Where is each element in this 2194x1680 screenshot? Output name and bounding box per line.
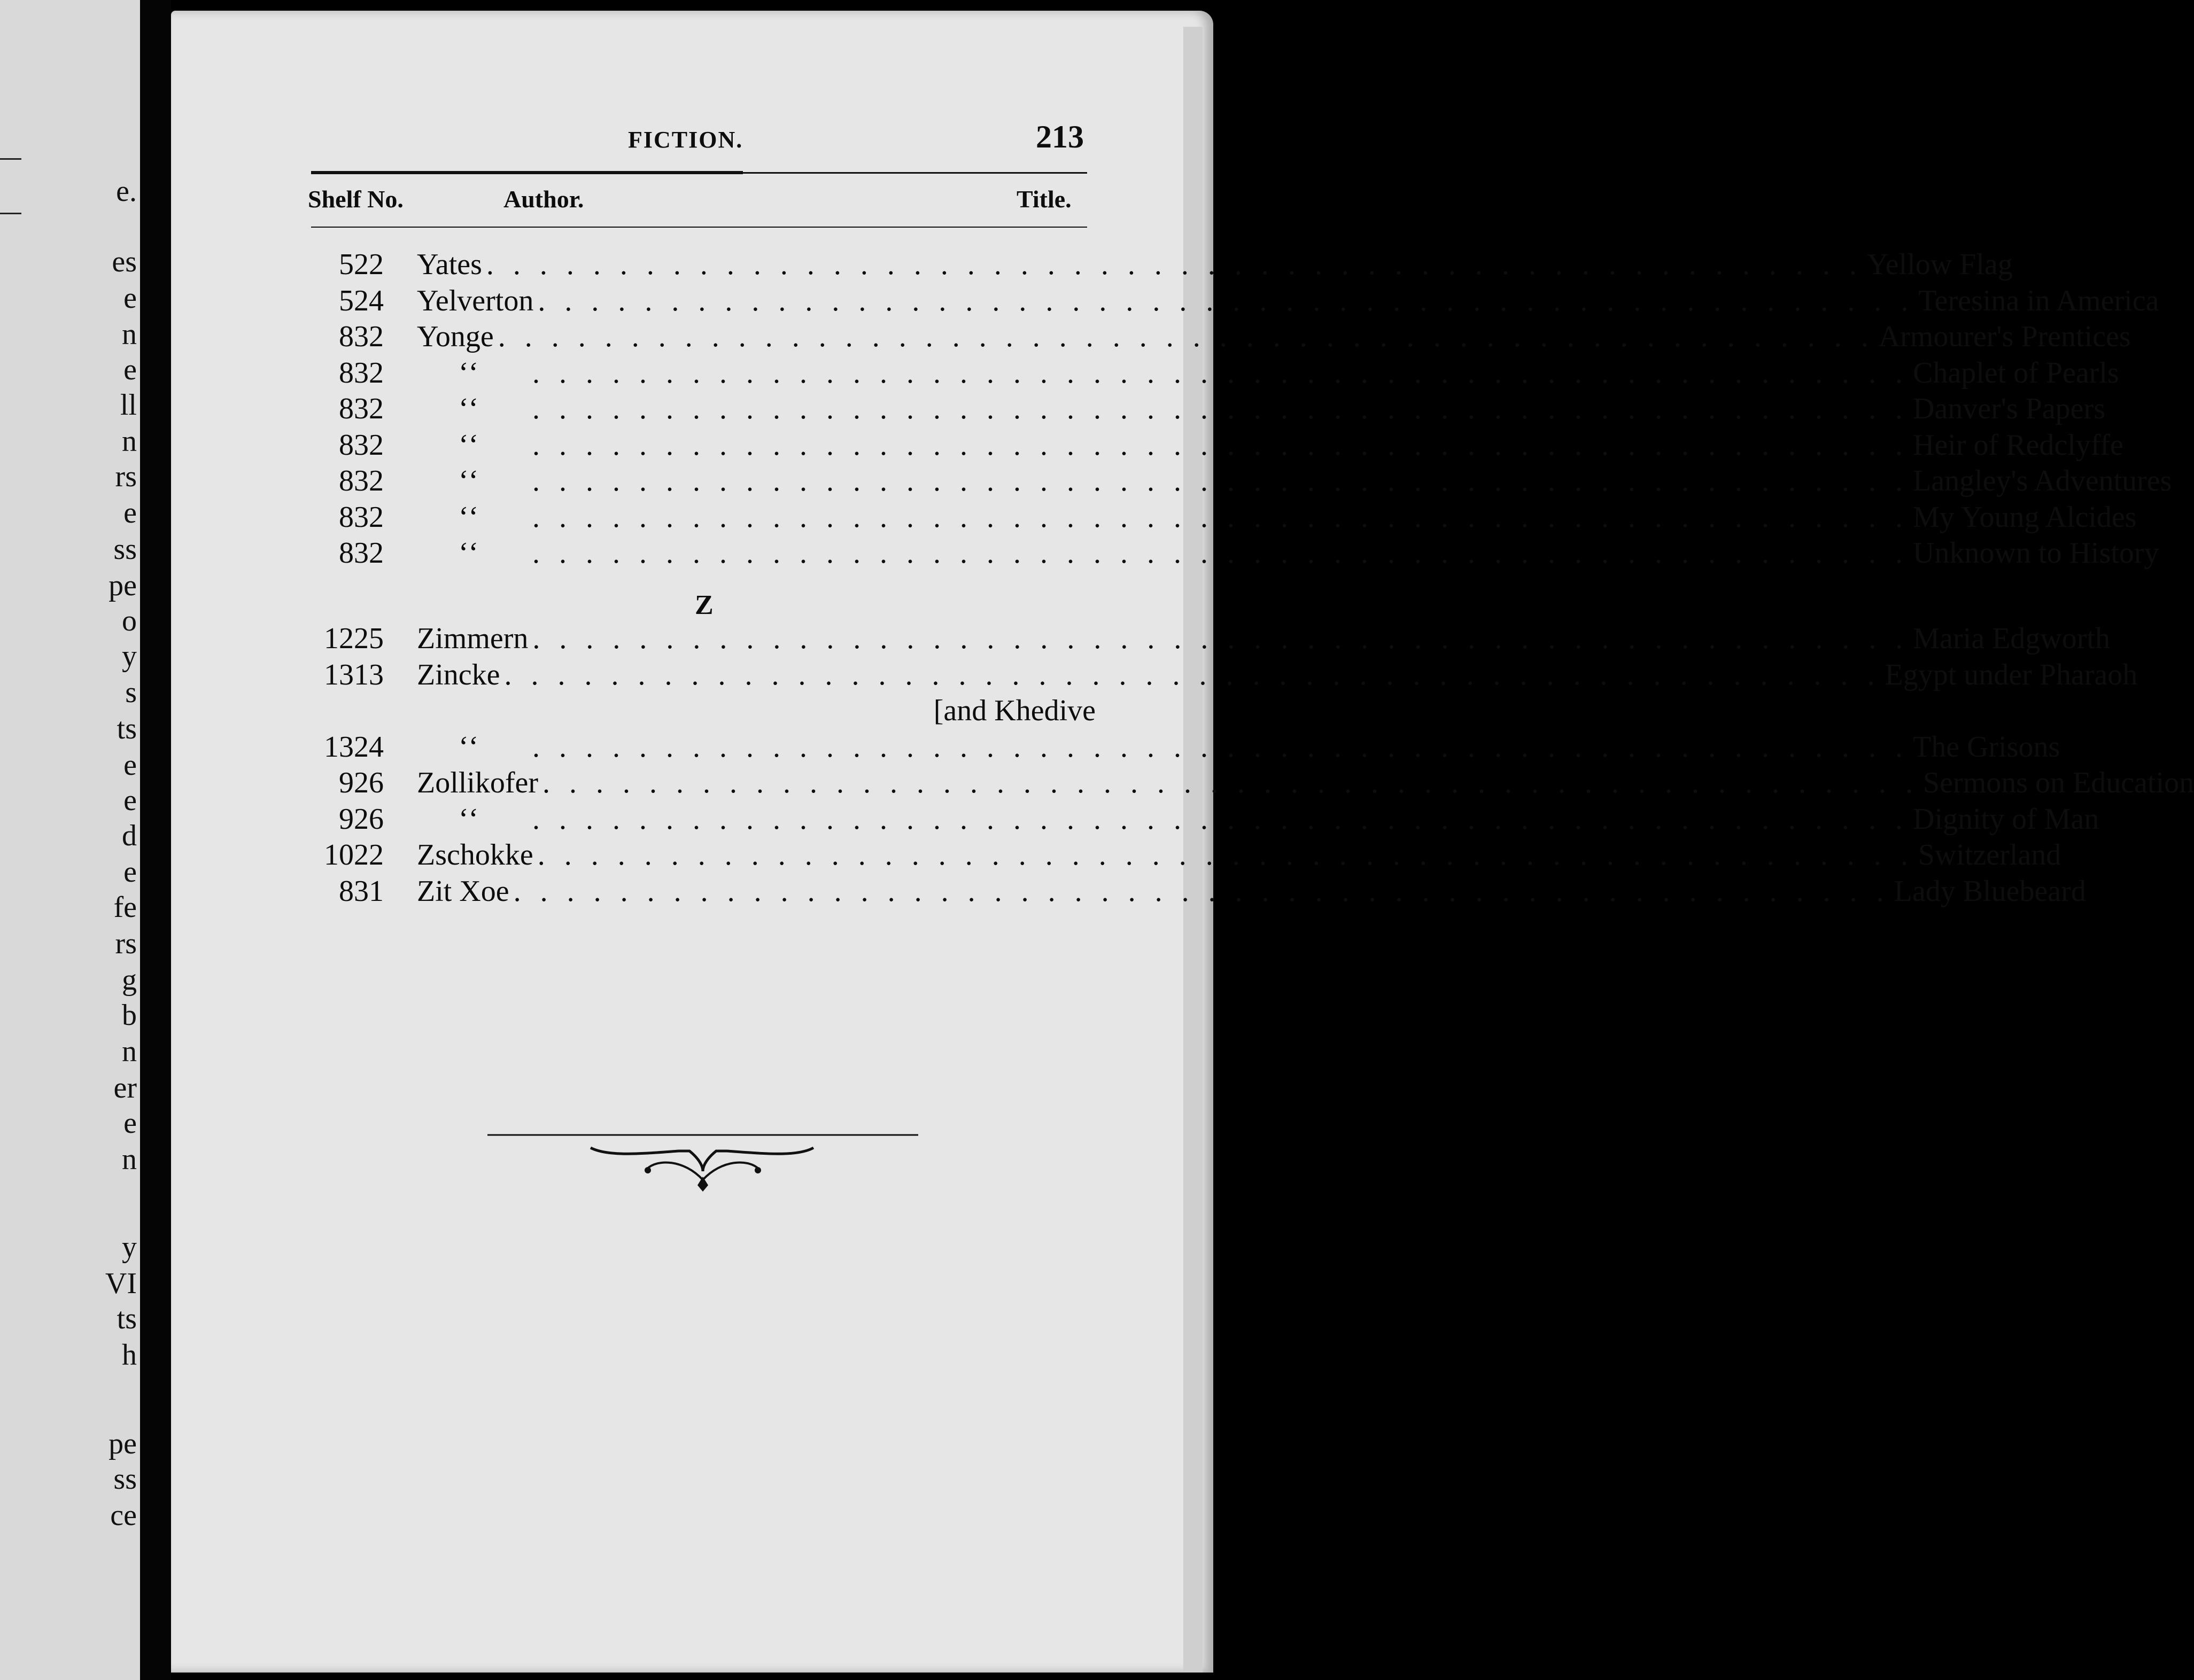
catalog-entry (299, 621, 2110, 656)
shelf-number: 522 (339, 248, 384, 281)
adjacent-page-fragment: pe (108, 569, 137, 602)
author-name: Zschokke (417, 838, 533, 872)
catalog-entry (299, 765, 2194, 800)
book-title: Switzerland (1918, 838, 2061, 872)
adjacent-page-fragment: pe (108, 1427, 137, 1460)
adjacent-page-fragment: VI (105, 1267, 137, 1300)
adjacent-page-fragment: g (122, 963, 137, 997)
catalog-entry (299, 657, 2138, 693)
adjacent-page-rule (0, 213, 21, 214)
adjacent-page-fragment: y (122, 1231, 137, 1264)
ditto-mark: ‘‘ (459, 500, 481, 534)
adjacent-page-fragment: d (122, 819, 137, 852)
shelf-number: 1313 (324, 658, 384, 691)
author-name: Zimmern (417, 622, 529, 655)
author-name: Zit Xoe (417, 874, 509, 908)
shelf-number: 832 (339, 320, 384, 353)
adjacent-page-fragment: fe (113, 891, 137, 924)
catalog-entry (299, 802, 2099, 837)
adjacent-page-fragment: ll (120, 388, 137, 422)
adjacent-page-fragment: ss (113, 533, 137, 566)
adjacent-page-fragment: n (122, 1035, 137, 1068)
dot-leader: . . . . . . . . . . . . . . . . . . . . . . . . . . . . . . . . . . . . . . . . . . . . . . . . . . . . (532, 464, 1909, 497)
catalog-entry (299, 391, 2105, 426)
adjacent-page-fragment: er (113, 1071, 137, 1105)
ditto-mark: ‘‘ (459, 464, 481, 497)
book-title: Dignity of Man (1913, 802, 2099, 836)
shelf-number: 831 (339, 874, 384, 908)
section-title: FICTION. (628, 127, 743, 153)
catalog-entry (299, 463, 2172, 499)
author-name: Zollikofer (417, 766, 539, 799)
author-name: Yonge (417, 320, 494, 353)
adjacent-page-fragment: e. (116, 175, 137, 208)
ditto-mark: ‘‘ (459, 730, 481, 764)
shelf-number: 832 (339, 536, 384, 570)
adjacent-page-fragment: es (112, 245, 137, 278)
adjacent-page-fragment: n (122, 318, 137, 351)
dot-leader: . . . . . . . . . . . . . . . . . . . . . . . . . . . . . . . . . . . . . . . . . . . . . . . . . . . . (532, 500, 1909, 534)
adjacent-page-fragment: y (122, 640, 137, 673)
adjacent-page-fragment: rs (115, 460, 137, 493)
book-title: Unknown to History (1913, 536, 2159, 570)
adjacent-page-fragment: e (123, 1107, 137, 1140)
catalog-entry (299, 729, 2060, 765)
shelf-number: 926 (339, 802, 384, 836)
adjacent-page-fragment: b (122, 999, 137, 1032)
ditto-mark: ‘‘ (459, 536, 481, 570)
adjacent-page-fragment: ss (113, 1463, 137, 1496)
catalog-entry (299, 247, 2013, 282)
title-continuation: [and Khedive (933, 694, 1096, 727)
book-gutter (140, 0, 171, 1680)
dot-leader: . . . . . . . . . . . . . . . . . . . . . . . . . . . . . . . . . . . . . . . . . . . . . . . . . . . . (542, 766, 1919, 799)
dot-leader: . . . . . . . . . . . . . . . . . . . . . . . . . . . . . . . . . . . . . . . . . . . . . . . . . . . . (504, 658, 1881, 691)
book-title: The Grisons (1913, 730, 2060, 764)
dot-leader: . . . . . . . . . . . . . . . . . . . . . . . . . . . . . . . . . . . . . . . . . . . . . . . . . . . . (498, 320, 1874, 353)
catalog-entry (299, 693, 1096, 728)
adjacent-page-fragment: n (122, 1143, 137, 1176)
dot-leader: . . . . . . . . . . . . . . . . . . . . . . . . . . . . . . . . . . . . . . . . . . . . . . . . . . . . (513, 874, 1890, 908)
dot-leader: . . . . . . . . . . . . . . . . . . . . . . . . . . . . . . . . . . . . . . . . . . . . . . . . . . . . (532, 730, 1909, 764)
shelf-number: 524 (339, 284, 384, 317)
column-header-shelf: Shelf No. (308, 185, 404, 213)
book-title: Chaplet of Pearls (1913, 356, 2119, 390)
adjacent-page-fragment: e (123, 749, 137, 782)
book-title: Yellow Flag (1866, 248, 2013, 281)
book-title: Egypt under Pharaoh (1885, 658, 2138, 691)
book-title: Danver's Papers (1913, 392, 2105, 425)
catalog-entry (299, 874, 2086, 909)
dot-leader: . . . . . . . . . . . . . . . . . . . . . . . . . . . . . . . . . . . . . . . . . . . . . . . . . . . . (532, 622, 1909, 655)
adjacent-page-fragment: e (123, 496, 137, 530)
adjacent-page-fragment: ts (117, 712, 137, 745)
catalog-entry (299, 535, 2159, 571)
adjacent-page-fragment: e (123, 855, 137, 889)
page-number: 213 (1036, 119, 1084, 154)
adjacent-page-fragment: e (123, 784, 137, 817)
book-title: Heir of Redclyffe (1913, 428, 2123, 462)
dot-leader: . . . . . . . . . . . . . . . . . . . . . . . . . . . . . . . . . . . . . . . . . . . . . . . . . . . . (532, 802, 1909, 836)
shelf-number: 926 (339, 766, 384, 799)
letter-heading: Z (695, 590, 714, 620)
author-name: Yates (417, 248, 482, 281)
header-rule-accent (311, 171, 743, 174)
book-title: Langley's Adventures (1913, 464, 2172, 497)
dot-leader: . . . . . . . . . . . . . . . . . . . . . . . . . . . . . . . . . . . . . . . . . . . . . . . . . . . . (537, 838, 1914, 872)
book-title: Teresina in America (1918, 284, 2159, 317)
column-header-author: Author. (503, 185, 584, 213)
ditto-mark: ‘‘ (459, 356, 481, 390)
author-name: Yelverton (417, 284, 534, 317)
catalog-entry (299, 427, 2123, 463)
adjacent-page-fragment: h (122, 1339, 137, 1372)
catalog-entry (299, 283, 2159, 318)
catalog-entry (299, 319, 2131, 354)
column-header-title: Title. (1017, 185, 1072, 213)
shelf-number: 1225 (324, 622, 384, 655)
adjacent-page-fragment: s (125, 676, 137, 709)
dot-leader: . . . . . . . . . . . . . . . . . . . . . . . . . . . . . . . . . . . . . . . . . . . . . . . . . . . . (538, 284, 1914, 317)
shelf-number: 832 (339, 356, 384, 390)
adjacent-page-fragment: rs (115, 927, 137, 960)
catalog-entry (299, 500, 2137, 535)
adjacent-page-fragment: e (123, 282, 137, 315)
author-name: Zincke (417, 658, 500, 691)
ditto-mark: ‘‘ (459, 802, 481, 836)
ditto-mark: ‘‘ (459, 428, 481, 462)
dot-leader: . . . . . . . . . . . . . . . . . . . . . . . . . . . . . . . . . . . . . . . . . . . . . . . . . . . . (532, 428, 1909, 462)
shelf-number: 832 (339, 500, 384, 534)
dot-leader: . . . . . . . . . . . . . . . . . . . . . . . . . . . . . . . . . . . . . . . . . . . . . . . . . . . . (532, 536, 1909, 570)
shelf-number: 1324 (324, 730, 384, 764)
dot-leader: . . . . . . . . . . . . . . . . . . . . . . . . . . . . . . . . . . . . . . . . . . . . . . . . . . . . (486, 248, 1863, 281)
adjacent-page-fragment: n (122, 425, 137, 458)
adjacent-page-strip (0, 0, 140, 1680)
book-title: Lady Bluebeard (1894, 874, 2086, 908)
adjacent-page-fragment: ts (117, 1302, 137, 1335)
shelf-number: 832 (339, 428, 384, 462)
book-title: Maria Edgworth (1913, 622, 2110, 655)
catalog-entry (299, 837, 2061, 873)
column-header-rule (311, 227, 1087, 228)
tailpiece-ornament-icon (486, 1132, 919, 1196)
catalog-entry (299, 355, 2119, 391)
shelf-number: 832 (339, 392, 384, 425)
adjacent-page-rule (0, 158, 21, 160)
dot-leader: . . . . . . . . . . . . . . . . . . . . . . . . . . . . . . . . . . . . . . . . . . . . . . . . . . . . (532, 392, 1909, 425)
book-title: My Young Alcides (1913, 500, 2137, 534)
book-title: Sermons on Education (1923, 766, 2194, 799)
ditto-mark: ‘‘ (459, 392, 481, 425)
book-title: Armourer's Prentices (1878, 320, 2131, 353)
adjacent-page-fragment: e (123, 353, 137, 386)
adjacent-page-fragment: ce (110, 1499, 137, 1532)
adjacent-page-fragment: o (122, 604, 137, 637)
shelf-number: 832 (339, 464, 384, 497)
dot-leader: . . . . . . . . . . . . . . . . . . . . . . . . . . . . . . . . . . . . . . . . . . . . . . . . . . . . (532, 356, 1909, 390)
shelf-number: 1022 (324, 838, 384, 872)
